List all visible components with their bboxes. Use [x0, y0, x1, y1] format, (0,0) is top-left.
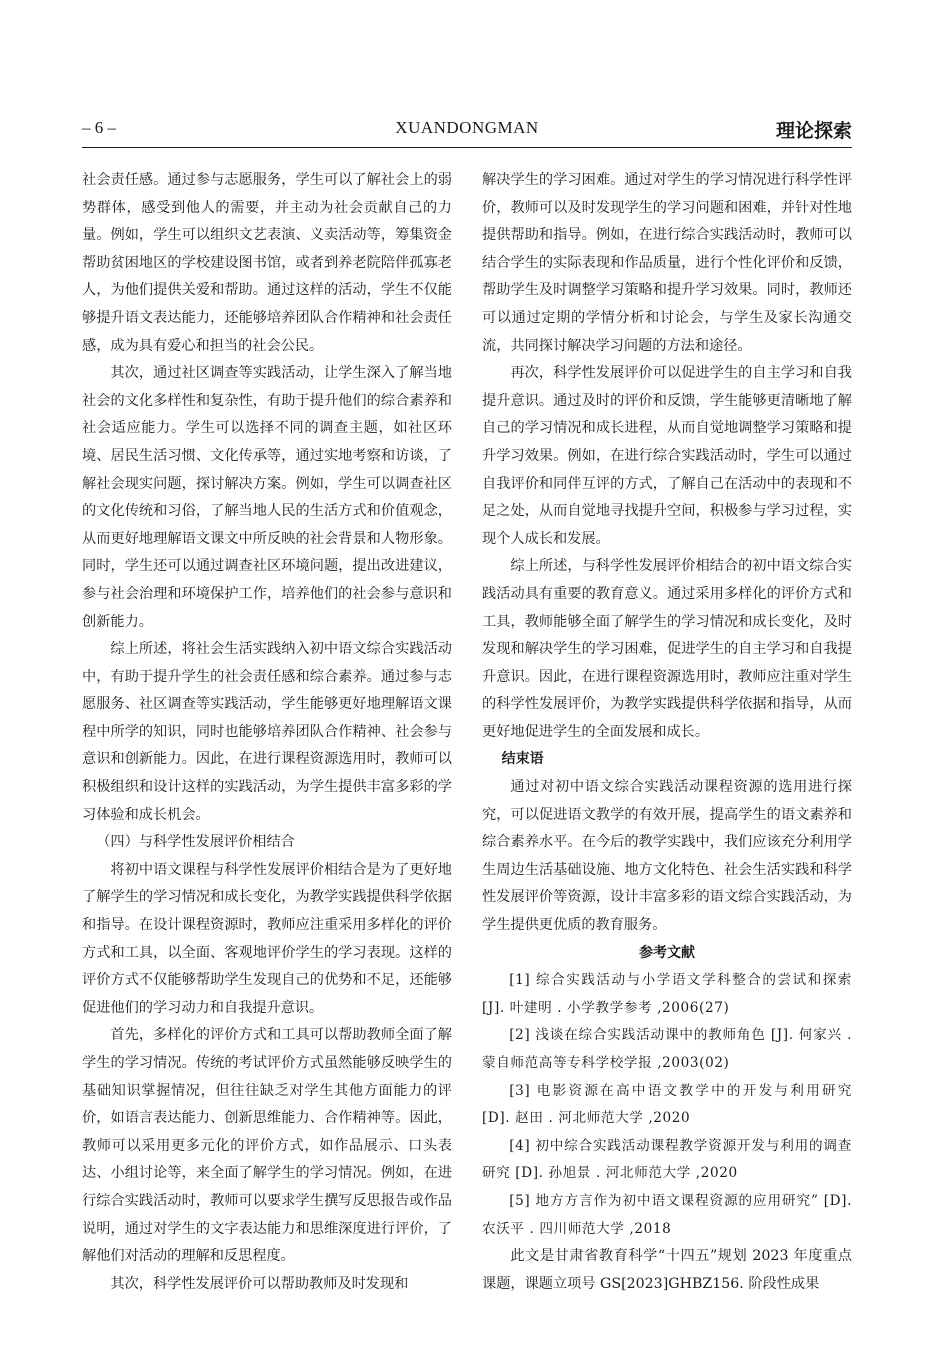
conclusion-heading: 结束语: [501, 751, 544, 768]
reference-item: [5] 地方方言作为初中语文课程资源的应用研究” [D]. 农沃平 . 四川师范大学 ,2018: [482, 1192, 852, 1237]
conclusion-paragraph: 通过对初中语文综合实践活动课程资源的选用进行探究，可以促进语文教学的有效开展，提高学生的语文素养和综合素养水平。在今后的教学实践中，我们应该充分利用学生周边生活基础设施、地方文化特色、社会生活实践和科学性发展评价等资源，设计丰富多彩的语文综合实践活动，为学生提供更优质的教育服务。: [482, 779, 852, 934]
reference-item: [3] 电影资源在高中语文教学中的开发与利用研究 [D]. 赵田 . 河北师范大学 ,2020: [482, 1082, 852, 1127]
paragraph: 解决学生的学习困难。通过对学生的学习情况进行科学性评价，教师可以及时发现学生的学习问题和困难，并针对性地提供帮助和指导。例如，在进行综合实践活动时，教师可以结合学生的实际表现和作品质量，进行个性化评价和反馈，帮助学生及时调整学习策略和提升学习效果。同时，教师还可以通过定期的学情分析和讨论会，与学生及家长沟通交流，共同探讨解决学习问题的方法和途径。: [482, 172, 852, 354]
paragraph: 综上所述，将社会生活实践纳入初中语文综合实践活动中，有助于提升学生的社会责任感和综合素养。通过参与志愿服务、社区调查等实践活动，学生能够更好地理解语文课程中所学的知识，同时也能够培养团队合作精神、社会参与意识和创新能力。因此，在进行课程资源选用时，教师可以积极组织和设计这样的实践活动，为学生提供丰富多彩的学习体验和成长机会。: [82, 641, 452, 823]
page-number: – 6 –: [82, 118, 116, 137]
paragraph: 再次，科学性发展评价可以促进学生的自主学习和自我提升意识。通过及时的评价和反馈，学生能够更清晰地了解自己的学习情况和成长进程，从而自觉地调整学习策略和提升学习效果。例如，在进行综合实践活动时，学生可以通过自我评价和同伴互评的方式，了解自己在活动中的表现和不足之处，从而自觉地寻找提升空间，积极参与学习过程，实现个人成长和发展。: [482, 365, 852, 547]
page-header: [82, 116, 852, 146]
paragraph: 将初中语文课程与科学性发展评价相结合是为了更好地了解学生的学习情况和成长变化，为教学实践提供科学依据和指导。在设计课程资源时，教师应注重采用多样化的评价方式和工具，以全面、客观地评价学生的学习表现。这样的评价方式不仅能够帮助学生发现自己的优势和不足，还能够促进他们的学习动力和自我提升意识。: [82, 861, 452, 1016]
section-title: 理论探索: [775, 120, 852, 142]
funding-note: 此文是甘肃省教育科学“十四五”规划 2023 年度重点课题，课题立项号 GS[2023]GHBZ156. 阶段性成果: [482, 1248, 852, 1292]
left-column: [82, 167, 452, 1298]
reference-item: [4] 初中综合实践活动课程教学资源开发与利用的调查研究 [D]. 孙旭景 . 河北师范大学 ,2020: [482, 1137, 852, 1182]
header-rule: [82, 147, 852, 148]
paragraph: 其次，通过社区调查等实践活动，让学生深入了解当地社会的文化多样性和复杂性，有助于提升他们的综合素养和社会适应能力。学生可以选择不同的调查主题，如社区环境、居民生活习惯、文化传承等，通过实地考察和访谈，了解社会现实问题，探讨解决方案。例如，学生可以调查社区的文化传统和习俗，了解当地人民的生活方式和价值观念，从而更好地理解语文课文中所反映的社会背景和人物形象。同时，学生还可以通过调查社区环境问题，提出改进建议，参与社会治理和环境保护工作，培养他们的社会参与意识和创新能力。: [82, 365, 452, 630]
reference-item: [2] 浅谈在综合实践活动课中的教师角色 [J]. 何家兴 . 蒙自师范高等专科学校学报 ,2003(02): [482, 1027, 852, 1071]
paragraph: 社会责任感。通过参与志愿服务，学生可以了解社会上的弱势群体，感受到他人的需要，并主动为社会贡献自己的力量。例如，学生可以组织文艺表演、义卖活动等，筹集资金帮助贫困地区的学校建设图书馆，或者到养老院陪伴孤寡老人，为他们提供关爱和帮助。通过这样的活动，学生不仅能够提升语文表达能力，还能够培养团队合作精神和社会责任感，成为具有爱心和担当的社会公民。: [82, 172, 452, 354]
paragraph: 综上所述，与科学性发展评价相结合的初中语文综合实践活动具有重要的教育意义。通过采用多样化的评价方式和工具，教师能够全面了解学生的学习情况和成长变化，及时发现和解决学生的学习困难，促进学生的自主学习和自我提升意识。因此，在进行课程资源选用时，教师应注重对学生的科学性发展评价，为教学实践提供科学依据和指导，从而更好地促进学生的全面发展和成长。: [482, 558, 852, 740]
paragraph: 首先，多样化的评价方式和工具可以帮助教师全面了解学生的学习情况。传统的考试评价方式虽然能够反映学生的基础知识掌握情况，但往往缺乏对学生其他方面能力的评价，如语言表达能力、创新思维能力、合作精神等。因此，教师可以采用更多元化的评价方式，如作品展示、口头表达、小组讨论等，来全面了解学生的学习情况。例如，在进行综合实践活动时，教师可以要求学生撰写反思报告或作品说明，通过对学生的文字表达能力和思维深度进行评价，了解他们对活动的理解和反思程度。: [82, 1027, 452, 1265]
reference-item: [1] 综合实践活动与小学语文学科整合的尝试和探索 [J]. 叶建明 . 小学教学参考 ,2006(27): [482, 972, 852, 1016]
journal-name: XUANDONGMAN: [395, 118, 539, 137]
references-heading: 参考文献: [639, 944, 695, 961]
right-column: [482, 167, 852, 1298]
paragraph: 其次，科学性发展评价可以帮助教师及时发现和: [110, 1275, 409, 1292]
subheading: （四）与科学性发展评价相结合: [96, 834, 295, 851]
